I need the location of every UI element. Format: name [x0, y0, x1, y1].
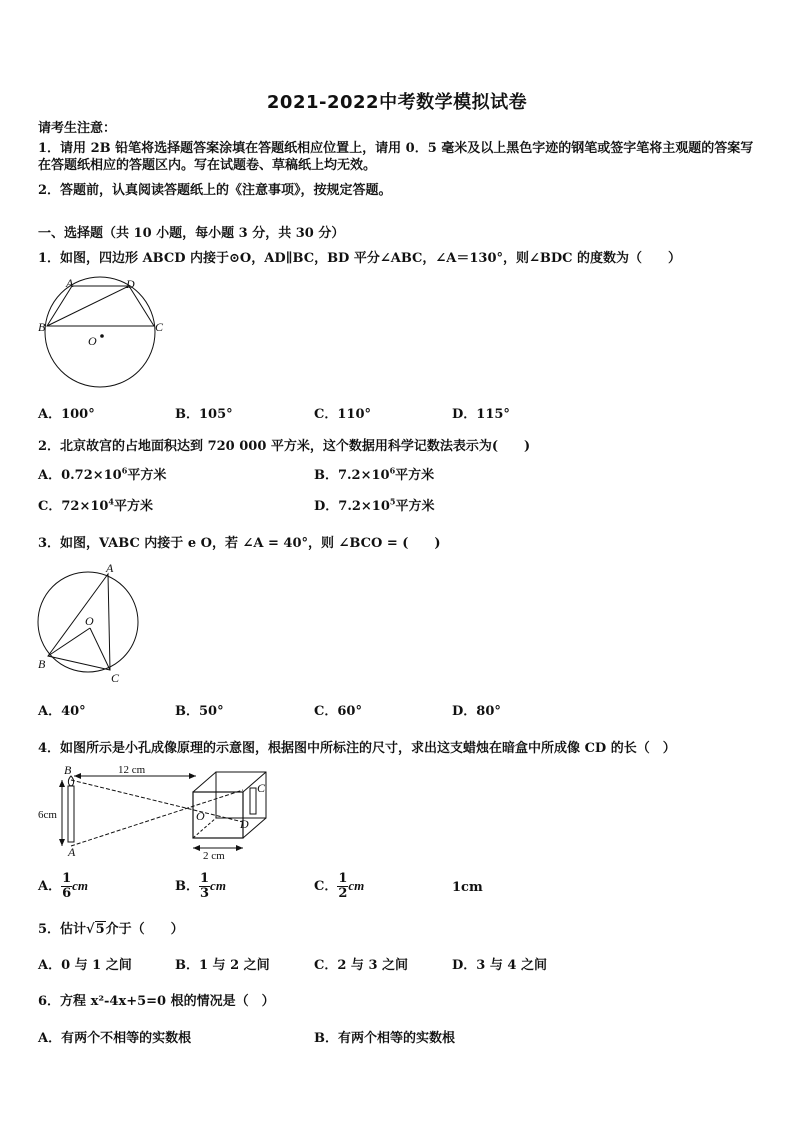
q2-option-b[interactable]: B．$7.2\times 10^6$平方米 [314, 465, 435, 483]
label-c: C [111, 671, 120, 685]
q6-option-b[interactable]: B．有两个相等的实数根 [314, 1031, 455, 1046]
question-3-figure [38, 561, 148, 686]
center-point [100, 334, 104, 338]
question-6-stem: 6．方程 x²-4x+5=0 根的情况是（ ） [38, 994, 275, 1009]
q3-option-c[interactable]: C．60° [314, 704, 362, 719]
notice-item-2: 2．答题前，认真阅读答题纸上的《注意事项》，按规定答题。 [38, 183, 392, 198]
section-heading: 一、选择题（共 10 小题，每小题 3 分，共 30 分） [38, 226, 345, 241]
notice-item-1: 1．请用 2B 铅笔将选择题答案涂填在答题纸相应位置上，请用 0．5 毫米及以上黑色字迹的钢笔或签字笔将主观题的答案写在答题纸相应的答题区内。写在试题卷、草稿纸上均无效。 [38, 141, 754, 173]
q5-option-a[interactable]: A．0 与 1 之间 [38, 958, 132, 973]
label-b: B [64, 763, 72, 777]
page-title: 2021-2022中考数学模拟试卷 [266, 92, 528, 113]
triangle-abc [48, 574, 110, 670]
notice-heading: 请考生注意： [38, 121, 117, 136]
label-a: A [106, 561, 114, 575]
q1-option-d[interactable]: D．115° [452, 407, 510, 422]
candle [68, 786, 74, 842]
label-a: A [66, 276, 74, 290]
label-d: D [240, 817, 249, 831]
q5-option-b[interactable]: B．1 与 2 之间 [175, 958, 270, 973]
question-1-figure [38, 272, 178, 402]
label-a: A [68, 845, 76, 859]
q4-option-d[interactable]: 1cm [452, 880, 483, 895]
q3-option-a[interactable]: A．40° [38, 704, 86, 719]
q3-option-b[interactable]: B．50° [175, 704, 224, 719]
q5-option-d[interactable]: D．3 与 4 之间 [452, 958, 547, 973]
question-4-figure [38, 762, 278, 862]
q1-option-b[interactable]: B．105° [175, 407, 233, 422]
label-o: O [85, 614, 94, 628]
label-b: B [38, 320, 46, 334]
candle-flame [68, 776, 73, 786]
label-c: C [257, 781, 266, 795]
q4-option-b[interactable]: B． $\frac{1}{3}$ cm [175, 871, 226, 901]
image-cd [250, 788, 256, 814]
label-o: O [196, 809, 205, 823]
q1-option-c[interactable]: C．110° [314, 407, 371, 422]
q2-option-d[interactable]: D．$7.2\times 10^5$平方米 [314, 496, 435, 514]
label-12cm: 12 cm [118, 764, 146, 776]
q3-option-d[interactable]: D．80° [452, 704, 501, 719]
label-2cm: 2 cm [203, 850, 225, 862]
q2-option-a[interactable]: A．$0.72\times 10^6$平方米 [38, 465, 167, 483]
label-o: O [88, 334, 97, 348]
q2-option-c[interactable]: C．$72\times 10^4$平方米 [38, 496, 154, 514]
q1-option-a[interactable]: A．100° [38, 407, 95, 422]
q6-option-a[interactable]: A．有两个不相等的实数根 [38, 1031, 192, 1046]
label-c: C [155, 320, 164, 334]
q5-option-c[interactable]: C．2 与 3 之间 [314, 958, 409, 973]
segment-ob [48, 628, 90, 656]
circle-o [45, 277, 155, 387]
question-5-stem: 5．估计√5介于（ ） [38, 922, 184, 937]
label-d: D [126, 277, 135, 291]
question-1-stem: 1．如图，四边形 ABCD 内接于⊙O，AD∥BC，BD 平分∠ABC，∠A＝130°，则∠BDC 的度数为（ ） [38, 251, 682, 266]
segment-oc [90, 628, 110, 670]
q4-option-c[interactable]: C． $\frac{1}{2}$ cm [314, 871, 365, 901]
q4-option-a[interactable]: A． $\frac{1}{6}$ cm [38, 871, 89, 901]
question-3-stem: 3．如图，VABC 内接于 e O，若 ∠A = 40°，则 ∠BCO = ( ) [38, 536, 441, 551]
label-6cm: 6cm [38, 809, 57, 821]
sqrt-symbol: √5 [86, 922, 105, 937]
question-2-stem: 2．北京故宫的占地面积达到 720 000 平方米，这个数据用科学记数法表示为( ) [38, 439, 531, 454]
label-b: B [38, 657, 46, 671]
question-4-stem: 4．如图所示是小孔成像原理的示意图，根据图中所标注的尺寸，求出这支蜡烛在暗盒中所成像 CD 的长（ ） [38, 741, 676, 756]
